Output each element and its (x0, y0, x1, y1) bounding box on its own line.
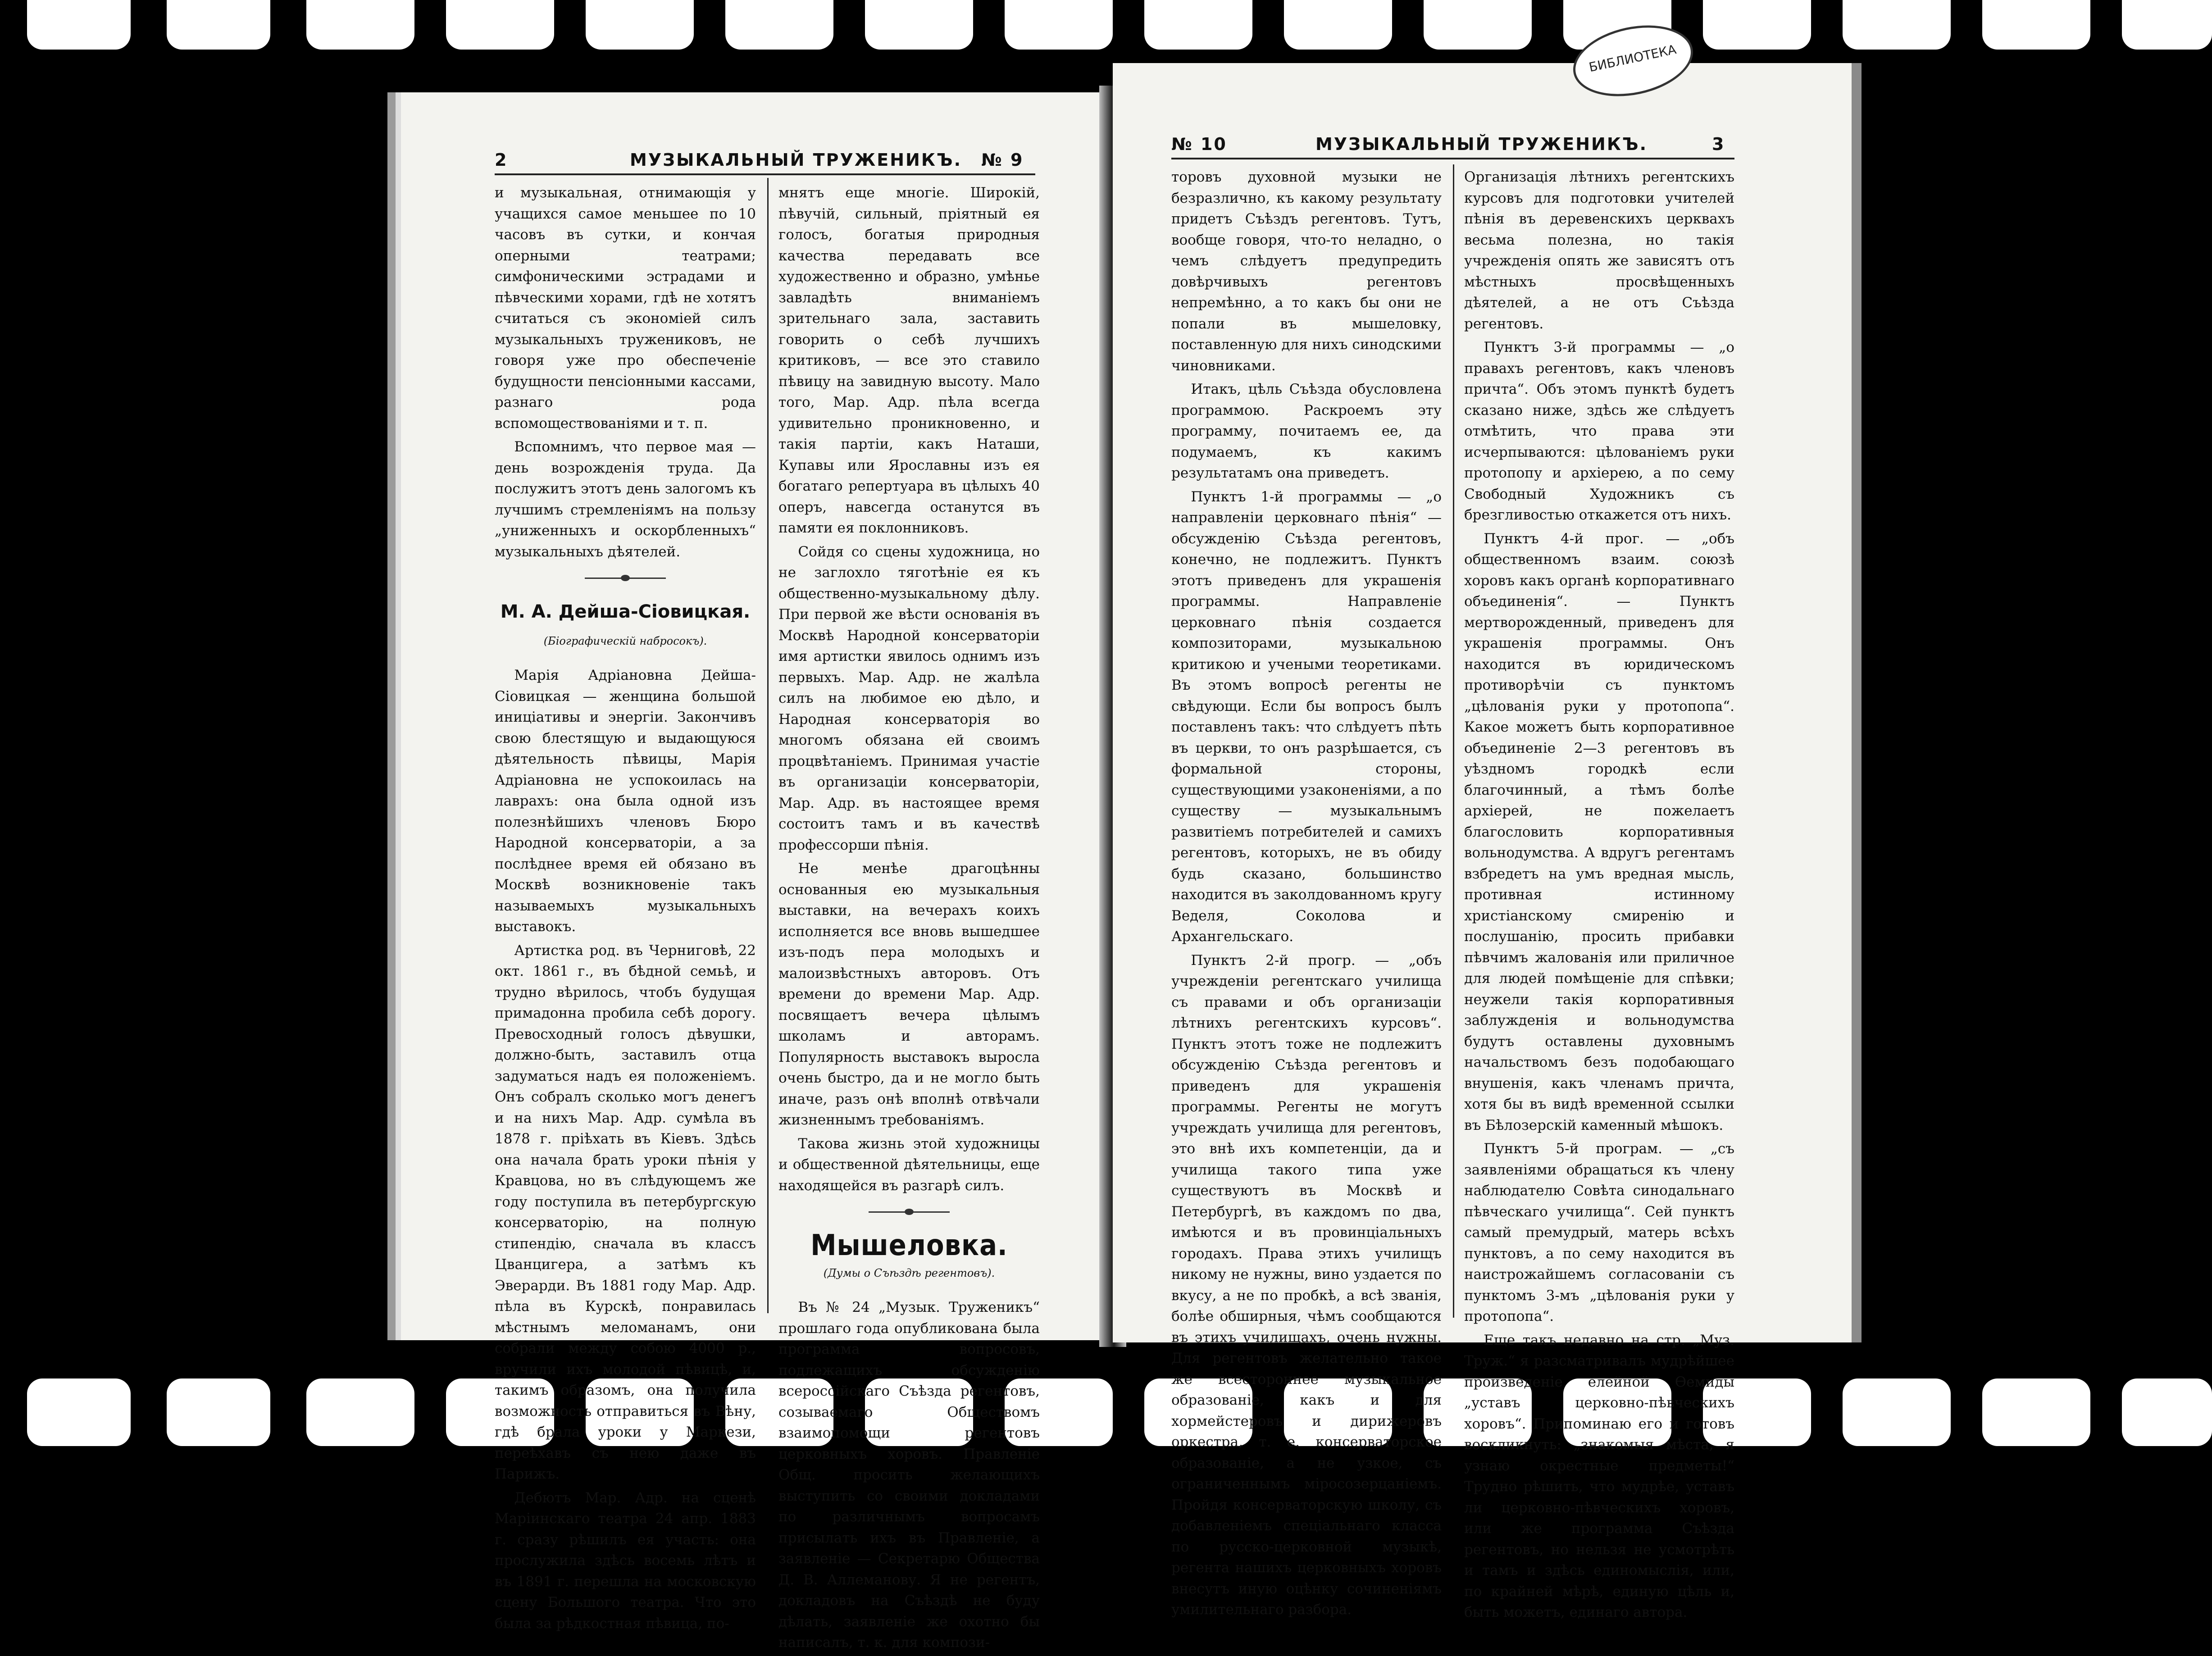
paragraph: Еще такъ недавно на стр. „Муз. Труж.“ я разсматривалъ мудрѣйшее произведеніе елейной Ѳемиды „уставъ церковно-пѣвческихъ хоровъ“. Припоминаю его и готовъ воскликнуть: „знакомыя мѣста, я узнаю окрестные предметы!“ Трудно рѣшить, что мудрѣе, уставъ ли церковно-пѣвческихъ хоровъ, или же программа Съѣзда регентовъ, но нельзя не усмотрѣть и тамъ и здѣсь единомыслія, или, по крайней мѣрѣ, единую цѣль и, быть можетъ, единаго автора. (1464, 1332, 1734, 1620)
article-subtitle: (Біографическій набросокъ). (543, 634, 707, 647)
left-column-1 (495, 182, 756, 1637)
column-rule (767, 178, 769, 1313)
paragraph: торовъ духовной музыки не безразлично, къ какому результату придетъ Съѣздъ регентовъ. Тутъ, вообще говоря, что-то неладно, о чемъ слѣдуетъ предупредить довѣрчивыхъ регентовъ непремѣнно, а то какъ бы они не попали въ мышеловку, поставленную для нихъ синодскими чиновниками. (1171, 169, 1442, 374)
stamp-text: БИБЛИОТЕКА (1587, 41, 1678, 75)
paragraph: Вспомнимъ, что первое мая — день возрожденія труда. Да послужитъ этотъ день залогомъ къ лучшимъ стремленіямъ на пользу „униженныхъ и оскорбленныхъ“ музыкальныхъ дѣятелей. (495, 439, 756, 560)
paragraph: Пунктъ 1-й программы — „о направленіи церковнаго пѣнія“ — обсужденію Съѣзда регентовъ, конечно, не подлежитъ. Пунктъ этотъ приведенъ для украшенія программы. Направленіе церковнаго пѣнія создается композиторами, музыкальною критикою и учеными теоретиками. Въ этомъ вопросѣ регенты не свѣдующи. Если бы вопросъ былъ поставленъ такъ: что слѣдуетъ пѣть въ церкви, то онъ разрѣшается, съ формальной стороны, существующими узаконеніями, а по существу — музыкальнымъ развитіемъ потребителей и самихъ регентовъ, которыхъ, не въ обиду будь сказано, большинство находится въ заколдованномъ кругу Веделя, Соколова и Архангельскаго. (1171, 488, 1442, 945)
column-rule (1453, 164, 1454, 1318)
paragraph: Не менѣе драгоцѣнны основанныя ею музыкальныя выставки, на вечерахъ коихъ исполняется все вновь вышедшее изъ-подъ пера молодыхъ и малоизвѣстныхъ авторовъ. Отъ времени до времени Мар. Адр. посвящаетъ вечера цѣлымъ школамъ и авторамъ. Популярность выставокъ выросла очень быстро, да и не могло быть иначе, разъ онѣ вполнѣ отвѣчали жизненнымъ требованіямъ. (778, 860, 1040, 1128)
paragraph: Марія Адріановна Дейша-Сіовицкая — женщина большой иниціативы и энергіи. Закончивъ свою блестящую и выдающуюся дѣятельность пѣвицы, Марія Адріановна не успокоилась на лаврахъ: она была одной изъ полезнѣйшихъ членовъ Бюро Народной консерваторіи, а за послѣднее время ей обязано въ Москвѣ возникновеніе такъ называемыхъ музыкальныхъ выставокъ. (495, 667, 756, 935)
left-column-2 (778, 182, 1040, 1656)
paragraph: Организація лѣтнихъ регентскихъ курсовъ для подготовки учителей пѣнія въ деревенскихъ церквахъ весьма полезна, но такія учрежденія опять же зависятъ отъ мѣстныхъ просвѣщенныхъ дѣятелей, а не отъ Съѣзда регентовъ. (1464, 169, 1734, 332)
paragraph: Пунктъ 5-й програм. — „съ заявленіями обращаться къ члену наблюдателю Совѣта синодальнаго пѣвческаго училища“. Сей пунктъ самый премудрый, матерь всѣхъ пунктовъ, а по сему находится въ наистрожайшемъ согласованіи съ пунктомъ 3-мъ „цѣлованія руки у протопопа“. (1464, 1141, 1734, 1324)
left-running-header (495, 142, 1035, 175)
paragraph: Пунктъ 3-й программы — „о правахъ регентовъ, какъ членовъ причта“. Объ этомъ пунктѣ будетъ сказано ниже, здѣсь же слѣдуетъ отмѣтить, что права эти исчерпываются: цѣлованіемъ руки протопопу и архіерею, а по сему Свободный Художникъ съ брезгливостью откажется отъ нихъ. (1464, 339, 1734, 523)
right-page (1113, 63, 1862, 1620)
left-journal-title: МУЗЫКАЛЬНЫЙ ТРУЖЕНИКЪ. (630, 150, 962, 170)
article-title: М. А. Дейша-Сіовицкая. (500, 601, 751, 622)
paragraph: мнятъ еще многіе. Широкій, пѣвучій, сильный, пріятный ея голосъ, богатыя природныя качества передавать все художественно и образно, умѣнье завладѣть вниманіемъ зрительнаго зала, заставить говорить о себѣ лучшихъ критиковъ, — все это ставило пѣвицу на завидную высоту. Мало того, Мар. Адр. пѣла всегда удивительно проникновенно, и такія партіи, какъ Наташи, Купавы или Ярославны изъ ея богатаго репертуара въ цѣлыхъ 40 оперъ, навсегда останутся въ памяти ея поклонниковъ. (778, 185, 1040, 536)
right-column-1 (1171, 167, 1442, 1623)
section-divider (869, 1211, 950, 1213)
right-journal-title: МУЗЫКАЛЬНЫЙ ТРУЖЕНИКЪ. (1315, 134, 1648, 154)
right-page-number: 3 (1712, 134, 1725, 154)
paragraph: Сойдя со сцены художница, но не заглохло тяготѣніе ея къ общественно-музыкальному дѣлу. При первой же вѣсти основанія въ Москвѣ Народной консерваторіи имя артистки явилось однимъ изъ первыхъ. Мар. Адр. не жалѣла силъ на любимое ею дѣло, и Народная консерваторія во многомъ обязана ей своимъ процвѣтаніемъ. Принимая участіе въ организаціи консерваторіи, Мар. Адр. въ настоящее время состоитъ тамъ и въ качествѣ профессорши пѣнія. (778, 543, 1040, 853)
paragraph: Итакъ, цѣль Съѣзда обусловлена программою. Раскроемъ эту программу, почитаемъ ее, да подумаемъ, къ какимъ результатамъ она приведетъ. (1171, 381, 1442, 481)
paragraph: Такова жизнь этой художницы и общественной дѣятельницы, еще находящейся въ разгарѣ силъ. (778, 1135, 1040, 1194)
paragraph: Въ № 24 „Музык. Труженикъ“ прошлаго года опубликована была программа вопросовъ, подлежащихъ обсужденію всероссійскаго Съѣзда регентовъ, созываемаго Обществомъ взаимопомощи регентовъ церковныхъ хоровъ. Правленіе Общ. просить желающихъ выступить со своими докладами по различнымъ вопросамъ присылать ихъ въ Правленіе, а заявленіе — Секретарю Общества Д. В. Аллеманову. Я не регентъ, докладовъ на Съѣздѣ не буду дѣлать, заявленіе же охотно бы написалъ, т. к. для компози- (778, 1299, 1040, 1651)
paragraph: и музыкальная, отнимающія у учащихся самое меньшее по 10 часовъ въ сутки, и кончая оперными театрами; симфоническими эстрадами и пѣвческими хорами, гдѣ не хотятъ считаться съ экономіей силъ музыкальныхъ тружениковъ, не говоря уже про обеспеченіе будущности пенсіонными кассами, разнаго рода вспомоществованіями и т. п. (495, 185, 756, 432)
paragraph: Артистка род. въ Черниговѣ, 22 окт. 1861 г., въ бѣдной семьѣ, и трудно вѣрилось, чтобъ будущая примадонна пробила себѣ дорогу. Превосходный голосъ дѣвушки, должно-быть, заставилъ отца задуматься надъ ея положеніемъ. Онъ собралъ сколько могъ денегъ и на нихъ Мар. Адр. сумѣла въ 1878 г. пріѣхать въ Кіевъ. Здѣсь она начала брать уроки пѣнія у Кравцова, но въ слѣдующемъ же году поступила въ петербургскую консерваторію, на полную стипендію, сначала въ классъ Цванцигера, а затѣмъ къ Эверарди. Въ 1881 году Мар. Адр. пѣла въ Курскѣ, понравилась мѣстнымъ меломанамъ, они собрали между собою 4000 р., вручили ихъ молодой пѣвицѣ, и, такимъ образомъ, она получила возможность отправиться въ Вѣну, гдѣ брала уроки у Маркези, переѣхавъ съ нею даже въ Парижъ. (495, 942, 756, 1482)
paragraph: Дебютъ Мар. Адр. на сценѣ Маріинскаго театра 24 апр. 1883 г. сразу рѣшилъ ея участь: она прослужила здѣсь восемь лѣтъ и въ 1891 г. перешла на московскую сцену Большого театра. Что это была за рѣдкостная пѣвица, по- (495, 1489, 756, 1632)
article-subtitle: (Думы о Съѣздѣ регентовъ). (823, 1266, 995, 1279)
article-title: Мышеловка. (810, 1229, 1008, 1262)
left-page-number: 2 (495, 150, 508, 170)
right-running-header (1171, 126, 1734, 159)
section-divider (585, 578, 666, 579)
paragraph: Пунктъ 4-й прог. — „объ общественномъ взаим. союзѣ хоровъ какъ органѣ корпоративнаго объединенія“. — Пунктъ мертворожденный, приведенъ для украшенія программы. Онъ находится въ юридическомъ противорѣчіи съ пунктомъ „цѣлованія руки у протопопа“. Какое можетъ быть корпоративное объединеніе 2—3 регентовъ въ уѣздномъ городкѣ если благочинный, а тѣмъ болѣе архіерей, не пожелаетъ благословить корпоративныя вольнодумства. А вдругъ регентамъ взбредетъ на умъ вредная мысль, противная истинному христіанскому смиренію и послушанію, просить прибавки пѣвчимъ жалованія или приличное для людей помѣщеніе для спѣвки; неужели такія корпоративныя заблужденія и вольнодумства будутъ оставлены духовнымъ начальствомъ безъ подобающаго внушенія, какъ членамъ причта, хотя бы въ видѣ временной ссылки въ Бѣлозерскій каменный мѣшокъ. (1464, 530, 1734, 1133)
right-column-2 (1464, 167, 1734, 1626)
right-issue-number: № 10 (1171, 134, 1227, 154)
left-issue-number: № 9 (981, 150, 1024, 170)
left-page (387, 92, 1125, 1651)
paragraph: Пунктъ 2-й прогр. — „объ учрежденіи регентскаго училища съ правами и объ организаціи лѣтнихъ регентскихъ курсовъ“. Пунктъ этотъ тоже не подлежитъ обсужденію Съѣзда регентовъ и приведенъ для украшенія программы. Регенты не могутъ учреждать училища для регентовъ, это внѣ ихъ компетенціи, да и училища такого типа уже существуютъ въ Москвѣ и Петербургѣ, въ каждомъ по два, имѣются и въ провинціальныхъ городахъ. Права этихъ училищъ никому не нужны, вино уздается по вкусу, а не по пробкѣ, а всѣ званія, болѣе обширныя, чѣмъ сообщаются въ этихъ училищахъ, очень нужны. Для регентовъ желательно такое же всестороннее музыкальное образованіе, какъ и для хормейстеровъ и дирижеровъ оркестра, т. е. консерваторское образованіе, а не узкое, съ ограниченнымъ міросозерцаніемъ. Пройдя консерваторскую школу, съ добавленіемъ спеціальнаго класса по русско-церковной музыкѣ, регента нашихъ церковныхъ хоровъ внесутъ иную оцѣнку сочиненіямъ умилительнаго разбора. (1171, 952, 1442, 1618)
